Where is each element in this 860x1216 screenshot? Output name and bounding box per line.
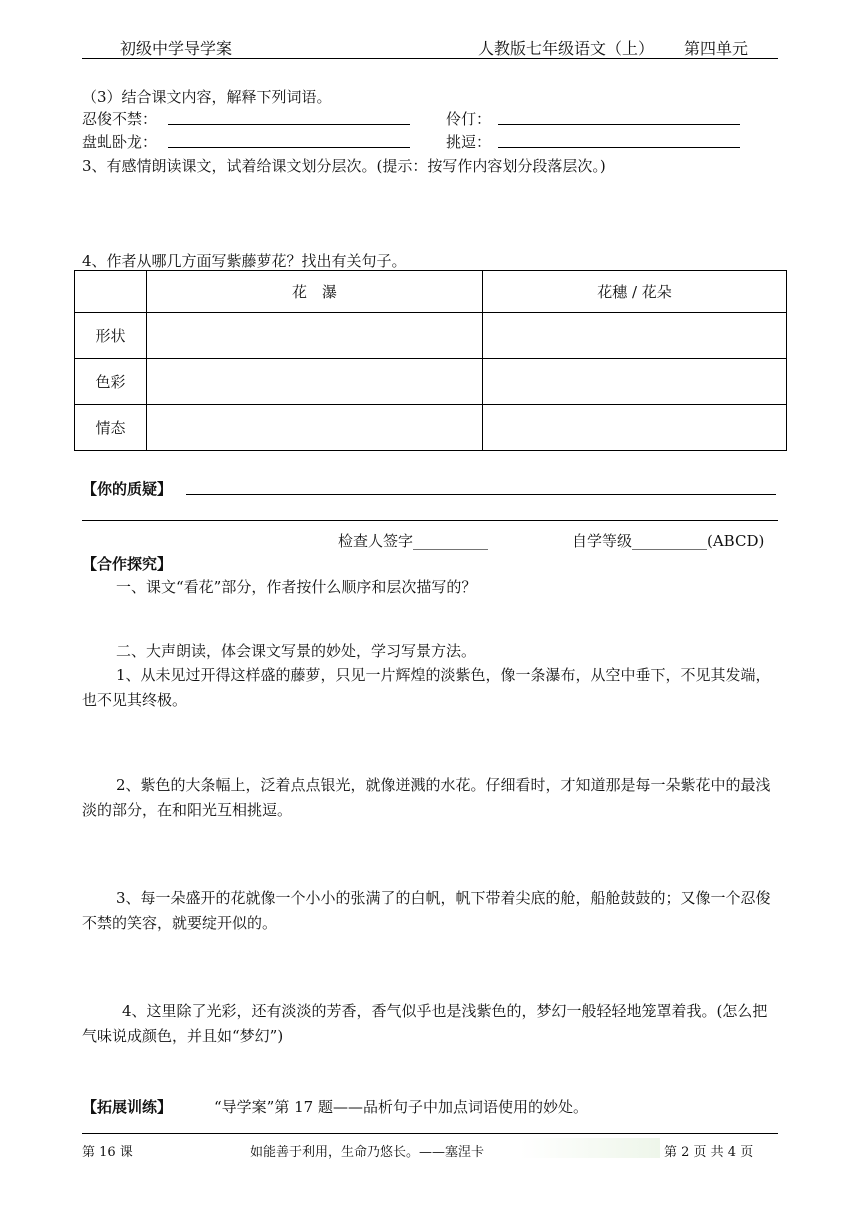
sentence-1: 1、从未见过开得这样盛的藤萝，只见一片辉煌的淡紫色，像一条瀑布，从空中垂下，不见其发端，也不见其终极。 <box>82 666 771 709</box>
footer-shade <box>520 1138 660 1158</box>
table-corner-cell <box>75 271 147 313</box>
term-panqiu: 盘虬卧龙： <box>82 133 158 151</box>
table-row-label-color: 色彩 <box>75 359 147 405</box>
table-row-label-mood: 情态 <box>75 405 147 451</box>
table-cell-color-huapu[interactable] <box>147 359 483 405</box>
question-4: 4、作者从哪几方面写紫藤萝花？找出有关句子。 <box>82 252 407 270</box>
table-header-huapu: 花 瀑 <box>147 271 483 313</box>
q3-sub-intro: （3）结合课文内容，解释下列词语。 <box>82 88 332 106</box>
table-cell-mood-huasui[interactable] <box>483 405 787 451</box>
footer-rule <box>82 1133 778 1134</box>
header-unit: 第四单元 <box>684 39 749 58</box>
cooperate-item-2: 二、大声朗读，体会课文写景的妙处，学习写景方法。 <box>116 642 477 660</box>
footer-page: 第 2 页 共 4 页 <box>664 1145 754 1160</box>
sentence-2: 2、紫色的大条幅上，泛着点点银光，就像迸溅的水花。仔细看时，才知道那是每一朵紫花中的最浅淡的部分，在和阳光互相挑逗。 <box>82 776 771 819</box>
sentence-4: 4、这里除了光彩，还有淡淡的芳香，香气似乎也是浅紫色的，梦幻一般轻轻地笼罩着我。(怎么把气味说成颜色，并且如“梦幻”) <box>82 1002 768 1045</box>
inspector-signature: 检查人签字__________ <box>338 532 489 550</box>
footer-quote: 如能善于利用，生命乃悠长。——塞涅卡 <box>250 1145 485 1160</box>
answer-line-panqiu[interactable] <box>168 147 410 148</box>
table-cell-mood-huapu[interactable] <box>147 405 483 451</box>
extend-text: “导学案”第 17 题——品析句子中加点词语使用的妙处。 <box>214 1098 588 1116</box>
extend-title: 【拓展训练】 <box>82 1098 173 1116</box>
answer-line-rjbj[interactable] <box>168 124 410 125</box>
sentence-3: 3、每一朵盛开的花就像一个小小的张满了的白帆，帆下带着尖底的舱，船舱鼓鼓的；又像一个忍俊不禁的笑容，就要绽开似的。 <box>82 889 771 932</box>
term-rjbj: 忍俊不禁： <box>82 110 158 128</box>
flower-aspects-table <box>74 270 787 451</box>
table-header-huasui: 花穗 / 花朵 <box>483 271 787 313</box>
cooperate-title: 【合作探究】 <box>82 555 173 573</box>
table-cell-color-huasui[interactable] <box>483 359 787 405</box>
answer-line-tiaodou[interactable] <box>498 147 740 148</box>
footer-lesson: 第 16 课 <box>82 1145 133 1160</box>
header-book: 人教版七年级语文（上） <box>478 39 655 58</box>
term-tiaodou: 挑逗： <box>446 133 492 151</box>
your-question-label: 【你的质疑】 <box>82 480 173 498</box>
your-question-line-2[interactable] <box>82 520 778 521</box>
cooperate-item-1: 一、课文“看花”部分，作者按什么顺序和层次描写的？ <box>116 578 477 596</box>
answer-line-lingding[interactable] <box>498 124 740 125</box>
term-lingding: 伶仃： <box>446 110 492 128</box>
question-3: 3、有感情朗读课文，试着给课文划分层次。(提示：按写作内容划分段落层次。) <box>82 157 606 175</box>
self-study-level: 自学等级__________(ABCD) <box>572 532 765 550</box>
header-rule <box>82 58 778 59</box>
table-cell-shape-huapu[interactable] <box>147 313 483 359</box>
table-cell-shape-huasui[interactable] <box>483 313 787 359</box>
your-question-line-1[interactable] <box>186 494 776 495</box>
table-row-label-shape: 形状 <box>75 313 147 359</box>
header-school-title: 初级中学导学案 <box>120 39 233 58</box>
